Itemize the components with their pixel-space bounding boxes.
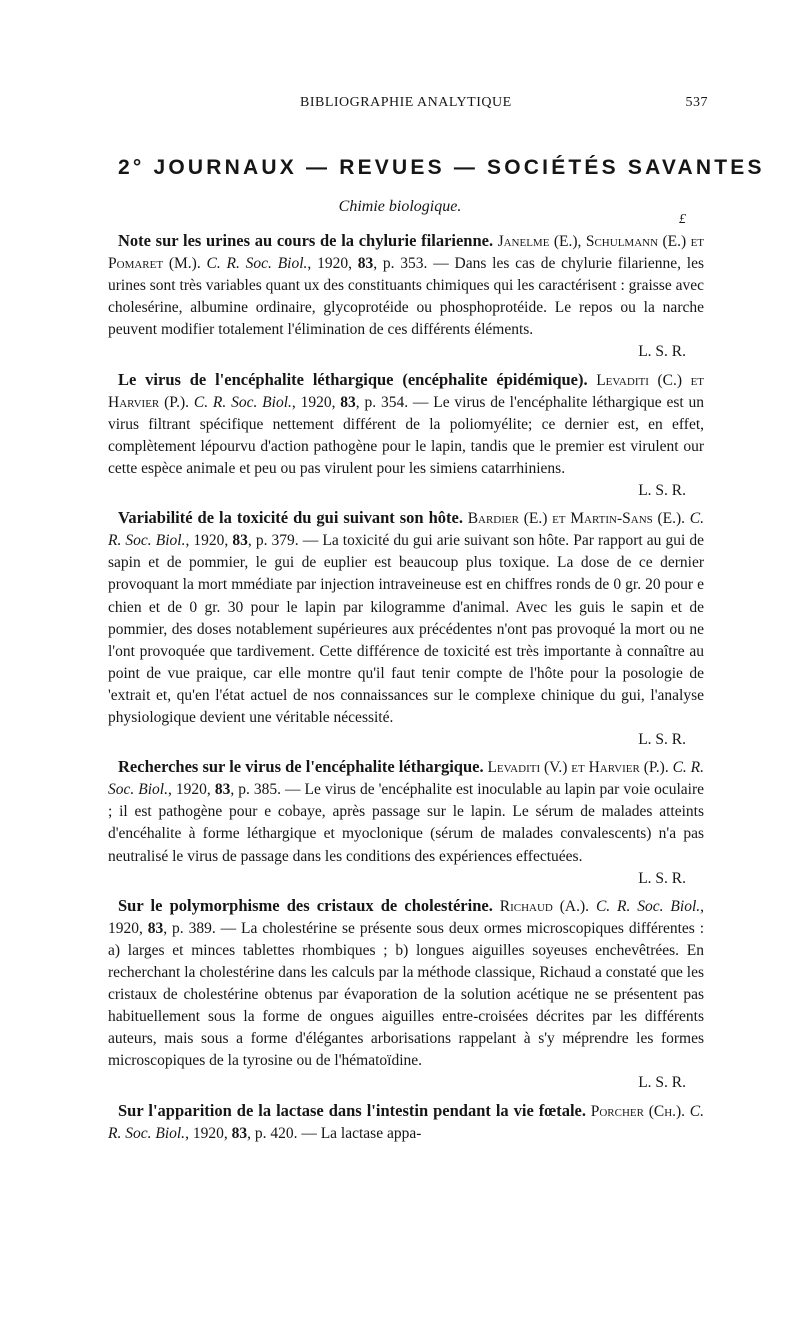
article-body: — Dans les cas de chylurie filarienne, les urines sont très variables quant ux des constituants chimiques qui les caractérisent : graisse avec cholesérine, albumine ordinaire, glycoprotéide ou phosphoprotéide. Le repos ou la narche peuvent modifier totalement l'élimination de ces différents éléments.	[108, 255, 704, 339]
article-pages: , p. 385.	[230, 781, 281, 799]
article-title: Variabilité de la toxicité du gui suivant son hôte.	[118, 508, 463, 528]
article-year: , 1920,	[108, 897, 705, 937]
article-authors: Porcher (Ch.).	[590, 1102, 686, 1120]
article-authors: Bardier (E.) et Martin-Sans (E.).	[467, 510, 686, 528]
article-year: , 1920,	[185, 1124, 232, 1142]
page-number: 537	[685, 95, 708, 110]
margin-annotation: £	[679, 212, 686, 227]
article-volume: 83	[147, 919, 164, 937]
article-gui-toxicite	[108, 507, 704, 751]
article-title: Le virus de l'encéphalite léthargique (encéphalite épidémique).	[118, 369, 588, 389]
article-year: , 1920,	[185, 532, 233, 550]
subsection-heading: Chimie biologique.	[338, 198, 462, 215]
article-journal: C. R. Soc. Biol.	[108, 759, 705, 799]
article-signature: L. S. R.	[638, 731, 686, 749]
article-title: Sur le polymorphisme des cristaux de cholestérine.	[118, 895, 493, 915]
article-encephalite-recherches	[108, 756, 704, 890]
article-authors: Richaud (A.).	[499, 897, 590, 915]
article-journal: C. R. Soc. Biol.	[108, 1102, 705, 1142]
article-signature: L. S. R.	[638, 1074, 686, 1092]
article-journal: C. R. Soc. Biol.	[595, 897, 701, 915]
running-header	[0, 95, 800, 115]
article-title: Sur l'apparition de la lactase dans l'intestin pendant la vie fœtale.	[118, 1100, 586, 1120]
article-volume: 83	[214, 781, 231, 799]
article-volume: 83	[340, 393, 356, 411]
article-body: — Le virus de 'encéphalite est inoculable au lapin par voie oculaire ; il est pathogène pour e cobaye, après passage sur le lapin. Le sérum de malades atteints d'encéhalite à forme léthargique et myoclonique (sérum de malades convalescents) n'a pas neutralisé le virus de passage dans les conditions des expériences effectuées.	[108, 781, 704, 865]
article-pages: , p. 420.	[247, 1124, 298, 1142]
article-volume: 83	[357, 255, 374, 273]
article-journal: C. R. Soc. Biol.	[108, 510, 704, 550]
article-body: — La lactase appa-	[297, 1124, 422, 1142]
article-encephalite-virus	[108, 369, 704, 503]
article-signature: L. S. R.	[638, 869, 686, 887]
article-authors: Levaditi (C.) et Harvier (P.).	[108, 371, 705, 411]
article-year: , 1920,	[291, 393, 341, 411]
article-volume: 83	[231, 1124, 248, 1142]
article-pages: , p. 379.	[247, 532, 299, 550]
article-journal: C. R. Soc. Biol.	[206, 255, 308, 273]
article-chylurie	[108, 230, 704, 364]
article-year: , 1920,	[307, 255, 358, 273]
article-title: Note sur les urines au cours de la chylurie filarienne.	[118, 231, 494, 250]
article-year: , 1920,	[168, 781, 215, 799]
running-title: BIBLIOGRAPHIE ANALYTIQUE	[300, 95, 512, 110]
article-pages: , p. 354.	[355, 393, 409, 411]
article-list	[108, 230, 704, 1150]
article-lactase	[108, 1100, 704, 1145]
article-pages: , p. 389.	[163, 919, 216, 937]
article-body: — La toxicité du gui arie suivant son hôte. Par rapport au gui de sapin et de pommier, le gui de euplier est beaucoup plus toxique. La dose de ce dernier provoquant la mort mmédiate par injection intraveineuse est en chiffres ronds de 0 gr. 20 pour e chien et de 0 gr. 30 pour le lapin par kilogramme d'animal. Avec les guis le sapin et de pommier, des doses notablement supérieures aux précédentes n'ont pas provoqué la mort ou ne l'ont provoquée que tardivement. Cette différence de toxicité est très importante à connaître au point de vue praique, car elle montre qu'il faut tenir compte de l'hôte pour la posologie de 'extrait et, qu'en l'état actuel de nos connaissances sur le complexe chinique du gui, l'analyse physiologique devient une véritable nécessité.	[108, 532, 705, 726]
article-authors: Levaditi (V.) et Harvier (P.).	[487, 759, 669, 777]
article-signature: L. S. R.	[638, 343, 686, 361]
article-title: Recherches sur le virus de l'encéphalite léthargique.	[118, 757, 484, 777]
article-body: — Le virus de l'encéphalite léthargique est un virus filtrant spécifique nettement différent de la poliomyélite; ce dernier est, en effet, complètement lépourvu d'action pathogène pour le lapin, tandis que le premier est virulent our cette espèce animale et peu ou pas virulent pour les simiens catarrhiniens.	[108, 393, 704, 477]
article-cholesterine	[108, 895, 704, 1095]
article-pages: , p. 353.	[373, 255, 428, 273]
article-authors: Janelme (E.), Schulmann (E.) et Pomaret (M.).	[108, 233, 705, 273]
section-title: 2° JOURNAUX — REVUES — SOCIÉTÉS SAVANTES	[118, 156, 765, 179]
article-volume: 83	[232, 532, 248, 550]
article-journal: C. R. Soc. Biol.	[193, 393, 292, 411]
article-signature: L. S. R.	[638, 482, 686, 500]
article-body: — La cholestérine se présente sous deux ormes microscopiques différentes : a) larges et minces tablettes rhombiques ; b) longues aiguilles soyeuses enchevêtrées. En recherchant la cholestérine dans les calculs par la méthode classique, Richaud a constaté que les cristaux de cholestérine obtenus par évaporation de la solution acétique ne se présentent pas habituellement sous la forme de ongues aiguilles entre-croisées décrites par les différents auteurs, mais sous a forme d'élégantes arborisations rappelant à s'y méprendre les formes microscopiques de la tyrosine ou de l'hématoïdine.	[108, 919, 705, 1070]
